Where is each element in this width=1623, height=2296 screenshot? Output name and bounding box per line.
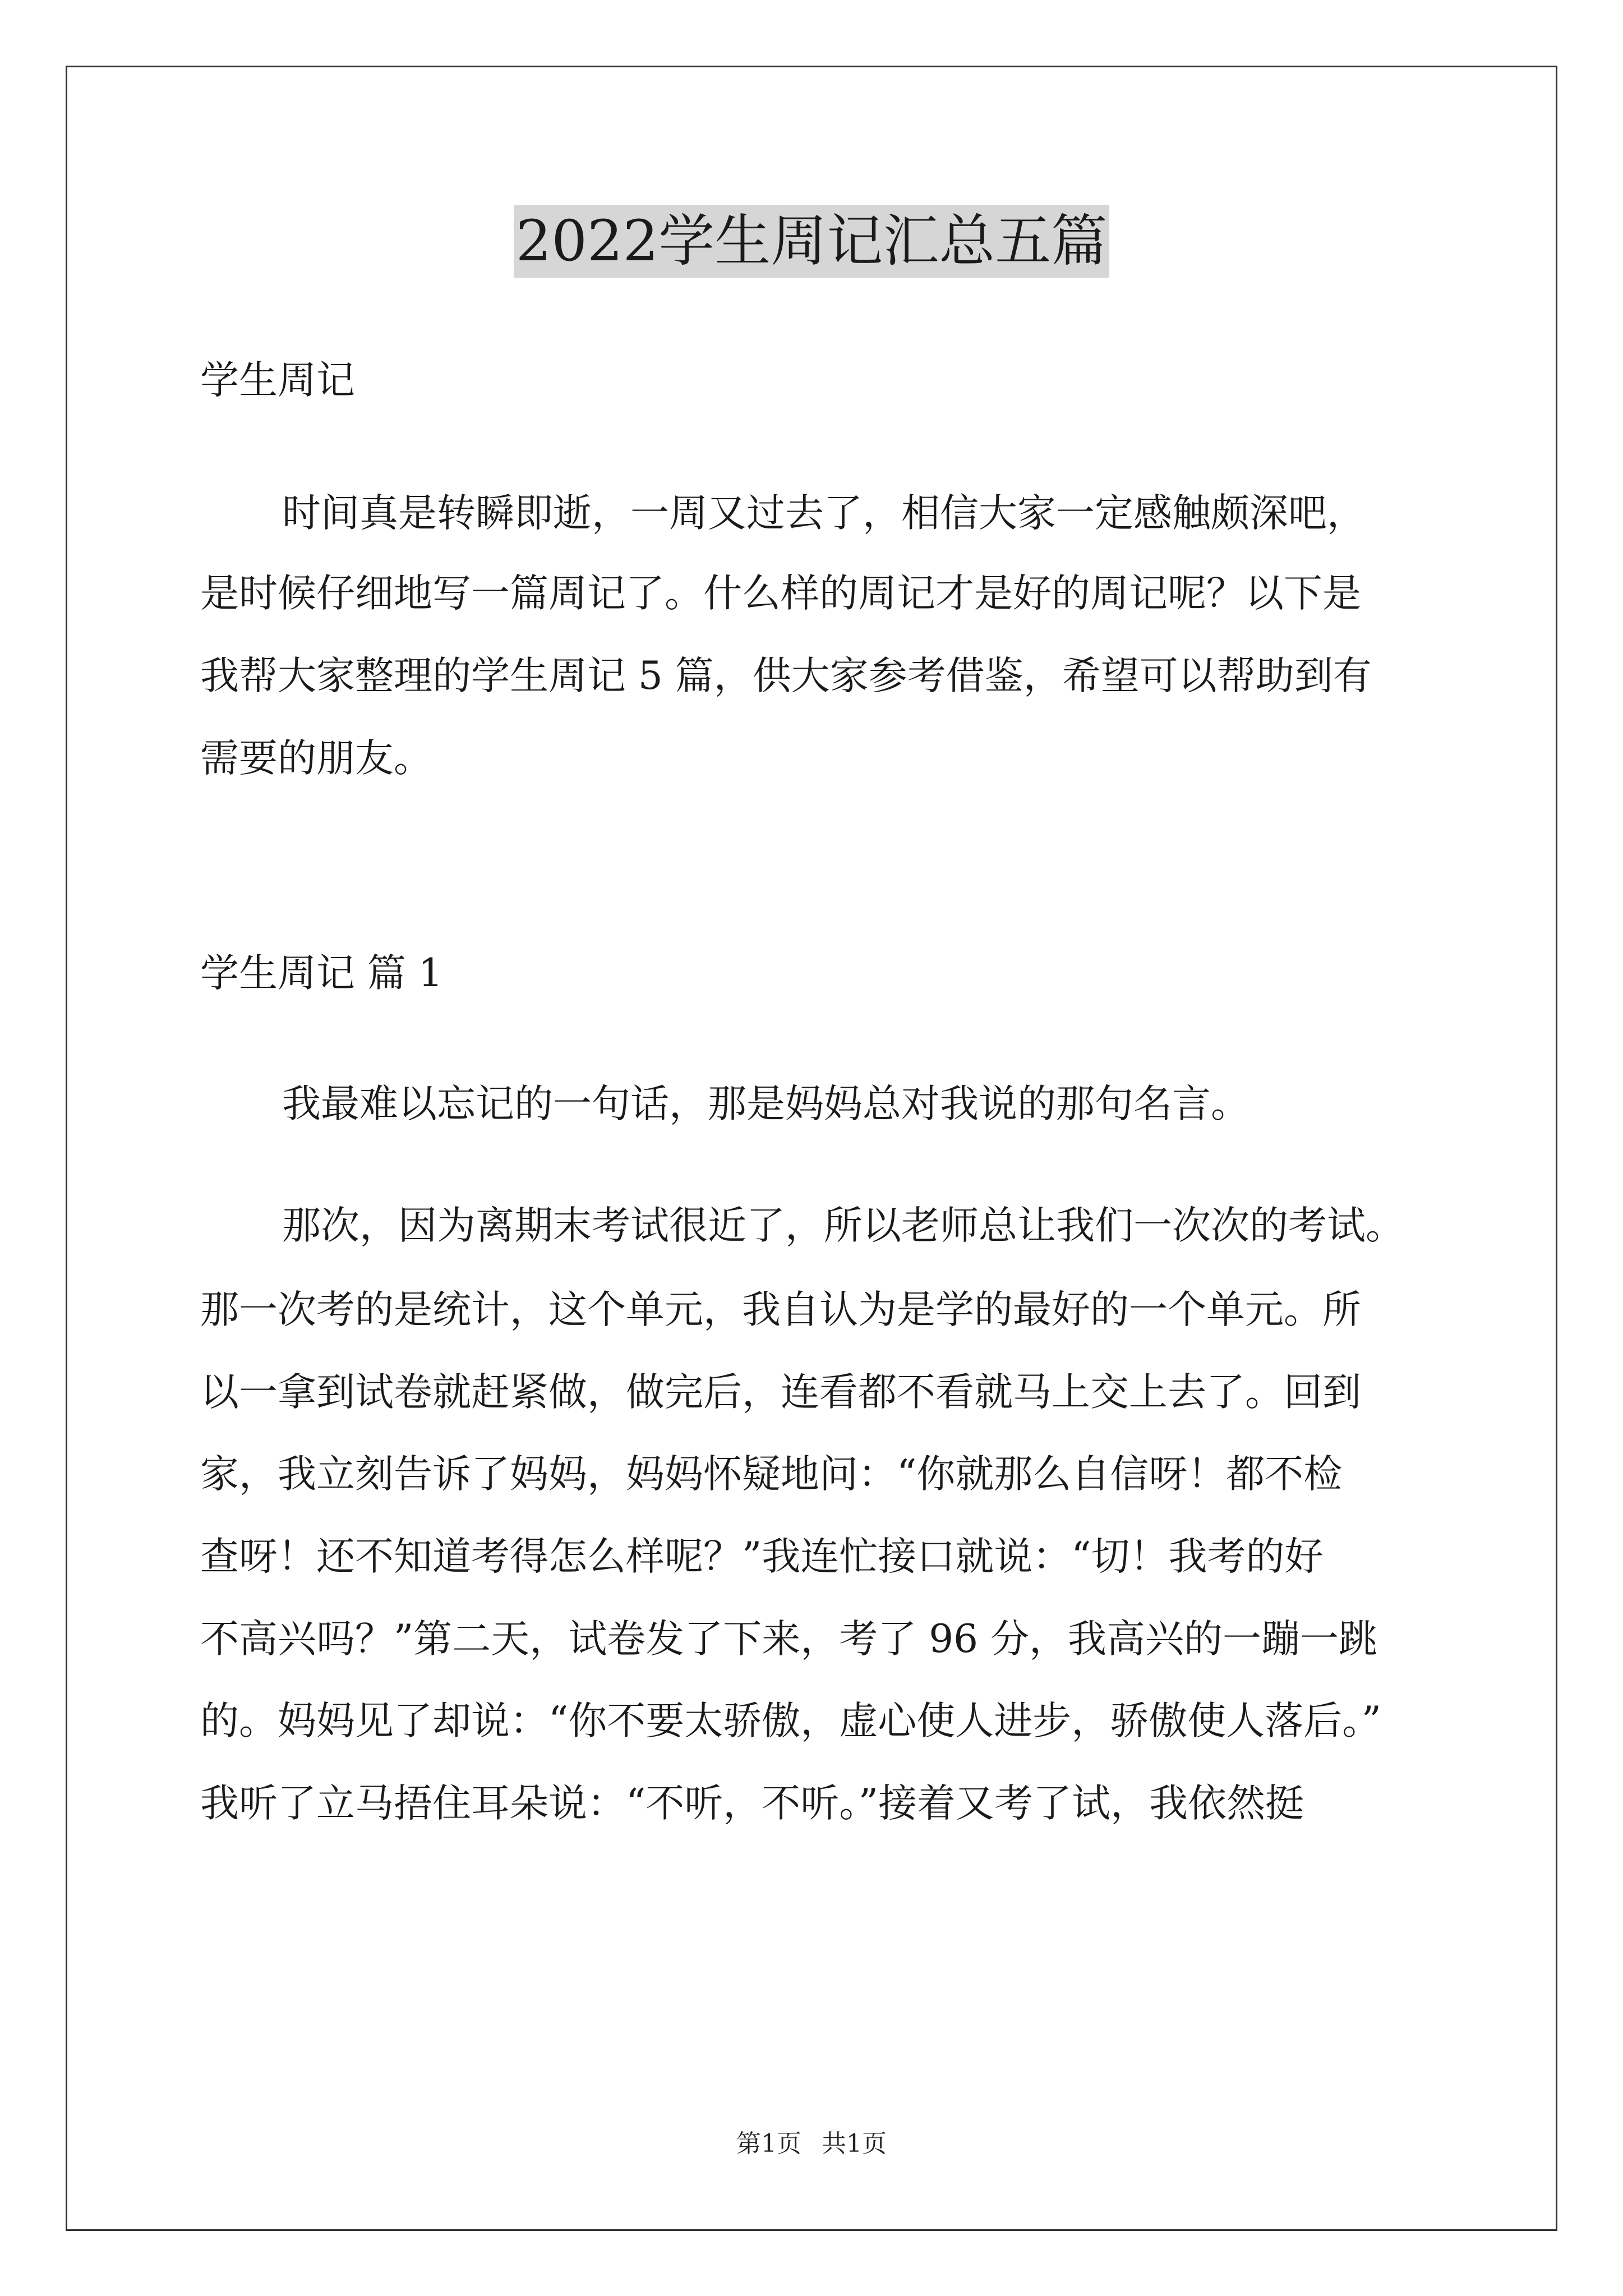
- paragraph-line: 那次，因为离期末考试很近了，所以老师总让我们一次次的考试。: [282, 1203, 1404, 1248]
- intro-line: 需要的朋友。: [200, 736, 432, 781]
- intro-line: 我帮大家整理的学生周记 5 篇，供大家参考借鉴，希望可以帮助到有: [200, 654, 1372, 698]
- paragraph-line: 的。妈妈见了却说：“你不要太骄傲，虚心使人进步，骄傲使人落后。”: [200, 1699, 1382, 1743]
- intro-line: 时间真是转瞬即逝，一周又过去了，相信大家一定感触颇深吧，: [282, 491, 1366, 536]
- paragraph-line: 以一拿到试卷就赶紧做，做完后，连看都不看就马上交上去了。回到: [200, 1370, 1361, 1415]
- document-title: 2022学生周记汇总五篇: [514, 205, 1110, 278]
- intro-line: 是时候仔细地写一篇周记了。什么样的周记才是好的周记呢？以下是: [200, 571, 1361, 616]
- paragraph-line: 我听了立马捂住耳朵说：“不听，不听。”接着又考了试，我依然挺: [200, 1781, 1304, 1826]
- paragraph-line: 那一次考的是统计，这个单元，我自认为是学的最好的一个单元。所: [200, 1287, 1361, 1332]
- page-total: 共1页: [822, 2129, 887, 2158]
- page-number: 第1页: [736, 2129, 801, 2158]
- paragraph-line: 我最难以忘记的一句话，那是妈妈总对我说的那句名言。: [282, 1082, 1249, 1126]
- section-heading: 学生周记 篇 1: [200, 951, 443, 996]
- page-footer: [0, 2127, 1623, 2161]
- paragraph-line: 家，我立刻告诉了妈妈，妈妈怀疑地问：“你就那么自信呀！都不检: [200, 1452, 1343, 1497]
- intro-heading: 学生周记: [200, 358, 355, 403]
- paragraph-line: 查呀！还不知道考得怎么样呢？”我连忙接口就说：“切！我考的好: [200, 1534, 1324, 1579]
- paragraph-line: 不高兴吗？”第二天，试卷发了下来，考了 96 分，我高兴的一蹦一跳: [200, 1617, 1377, 1662]
- title-container: [0, 205, 1623, 278]
